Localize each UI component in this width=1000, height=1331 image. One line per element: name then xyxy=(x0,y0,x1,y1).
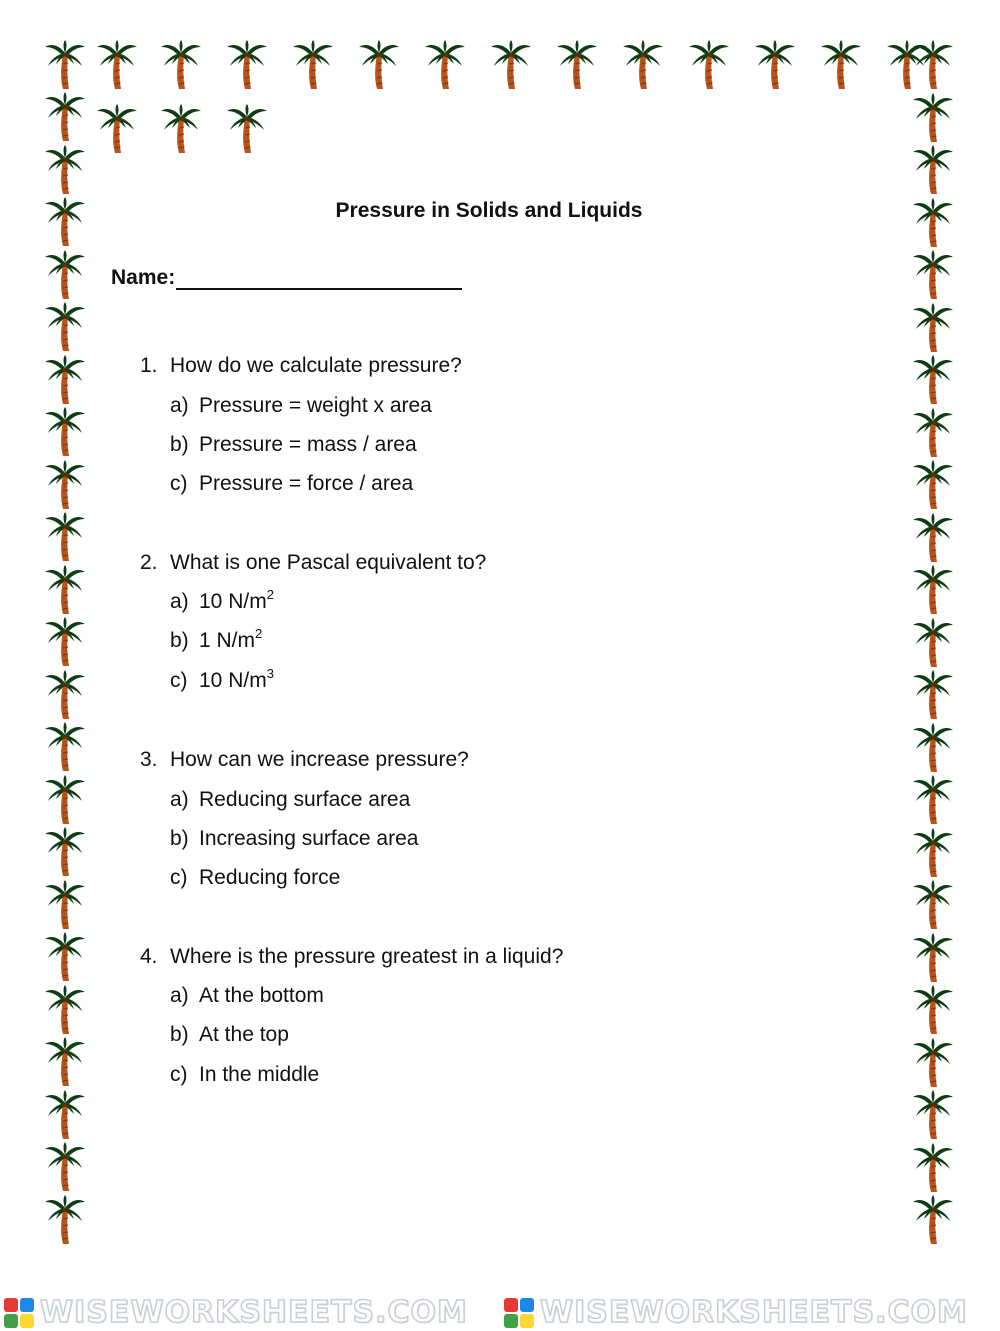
palm-tree-icon xyxy=(44,1195,86,1245)
footer-segment xyxy=(500,1294,1000,1331)
question-number: 4. xyxy=(140,945,158,968)
question-2 xyxy=(140,550,486,576)
palm-tree-icon xyxy=(44,985,86,1035)
question-text: How can we increase pressure? xyxy=(170,748,469,771)
palm-tree-icon xyxy=(912,40,954,90)
palm-tree-icon xyxy=(44,617,86,667)
option-letter: b) xyxy=(170,433,189,456)
question-text: How do we calculate pressure? xyxy=(170,354,462,377)
palm-tree-icon xyxy=(912,880,954,930)
worksheet-title: Pressure in Solids and Liquids xyxy=(335,199,643,222)
palm-tree-icon xyxy=(912,1038,954,1088)
logo-square xyxy=(4,1314,18,1328)
palm-tree-icon xyxy=(912,1143,954,1193)
option-letter: a) xyxy=(170,788,189,811)
palm-tree-icon xyxy=(160,104,202,154)
palm-tree-icon xyxy=(912,145,954,195)
option-letter: a) xyxy=(170,394,189,417)
logo-square xyxy=(4,1298,18,1312)
option-text: Pressure = mass / area xyxy=(199,433,417,456)
palm-tree-icon xyxy=(44,1142,86,1192)
palm-tree-icon xyxy=(44,1037,86,1087)
brand-text: WISEWORKSHEETS.COM xyxy=(540,1295,968,1330)
question-2-option-c[interactable] xyxy=(170,668,274,694)
palm-tree-icon xyxy=(912,355,954,405)
question-4 xyxy=(140,944,563,970)
logo-square xyxy=(20,1314,34,1328)
palm-tree-icon xyxy=(912,1195,954,1245)
brand-text: WISEWORKSHEETS.COM xyxy=(40,1295,468,1330)
option-letter: c) xyxy=(170,866,188,889)
question-3-option-a[interactable] xyxy=(170,787,410,813)
palm-tree-icon xyxy=(44,880,86,930)
question-1-option-c[interactable] xyxy=(170,471,413,497)
option-superscript: 2 xyxy=(266,587,274,602)
option-text: 10 N/m xyxy=(199,669,267,692)
logo-square xyxy=(504,1298,518,1312)
palm-tree-icon xyxy=(912,565,954,615)
palm-tree-icon xyxy=(912,723,954,773)
option-text: 1 N/m xyxy=(199,629,256,652)
palm-tree-icon xyxy=(44,1090,86,1140)
question-number: 2. xyxy=(140,551,158,574)
name-blank-line[interactable] xyxy=(176,266,462,290)
question-text: What is one Pascal equivalent to? xyxy=(170,551,487,574)
palm-tree-icon xyxy=(912,93,954,143)
option-text: Reducing force xyxy=(199,866,341,889)
option-text: 10 N/m xyxy=(199,590,267,613)
question-2-option-b[interactable] xyxy=(170,628,262,654)
logo-square xyxy=(20,1298,34,1312)
palm-tree-icon xyxy=(688,40,730,90)
question-4-option-c[interactable] xyxy=(170,1062,319,1088)
palm-tree-icon xyxy=(44,670,86,720)
option-superscript: 2 xyxy=(255,626,263,641)
palm-tree-icon xyxy=(912,250,954,300)
palm-tree-icon xyxy=(754,40,796,90)
option-text: Pressure = weight x area xyxy=(199,394,432,417)
palm-tree-icon xyxy=(44,40,86,90)
palm-tree-icon xyxy=(424,40,466,90)
option-superscript: 3 xyxy=(266,666,274,681)
palm-tree-icon xyxy=(44,302,86,352)
palm-tree-icon xyxy=(226,104,268,154)
question-4-option-b[interactable] xyxy=(170,1022,289,1048)
question-1 xyxy=(140,353,462,379)
question-3 xyxy=(140,747,469,773)
palm-tree-icon xyxy=(912,933,954,983)
palm-tree-icon xyxy=(44,512,86,562)
palm-tree-icon xyxy=(160,40,202,90)
option-text: At the top xyxy=(199,1023,289,1046)
question-number: 1. xyxy=(140,354,158,377)
question-3-option-c[interactable] xyxy=(170,865,340,891)
name-label: Name: xyxy=(111,266,176,289)
palm-tree-icon xyxy=(358,40,400,90)
question-4-option-a[interactable] xyxy=(170,983,324,1009)
footer-segment xyxy=(0,1294,500,1331)
footer-watermark xyxy=(0,1294,1000,1331)
question-1-option-b[interactable] xyxy=(170,432,417,458)
option-letter: b) xyxy=(170,827,189,850)
palm-tree-icon xyxy=(44,145,86,195)
palm-tree-icon xyxy=(912,303,954,353)
palm-tree-icon xyxy=(912,828,954,878)
palm-tree-icon xyxy=(44,565,86,615)
option-letter: c) xyxy=(170,669,188,692)
palm-tree-icon xyxy=(44,355,86,405)
palm-tree-icon xyxy=(96,104,138,154)
palm-tree-icon xyxy=(912,460,954,510)
palm-tree-icon xyxy=(96,40,138,90)
logo-square xyxy=(504,1314,518,1328)
question-text: Where is the pressure greatest in a liquid? xyxy=(170,945,564,968)
palm-tree-icon xyxy=(44,775,86,825)
option-letter: c) xyxy=(170,472,188,495)
palm-tree-icon xyxy=(44,827,86,877)
palm-tree-icon xyxy=(292,40,334,90)
palm-tree-icon xyxy=(912,618,954,668)
brand-logo-icon xyxy=(504,1298,534,1328)
question-1-option-a[interactable] xyxy=(170,393,432,419)
option-letter: a) xyxy=(170,984,189,1007)
logo-square xyxy=(520,1314,534,1328)
option-text: Increasing surface area xyxy=(199,827,419,850)
logo-square xyxy=(520,1298,534,1312)
name-field-row xyxy=(111,266,462,290)
brand-logo-icon xyxy=(4,1298,34,1328)
option-text: At the bottom xyxy=(199,984,324,1007)
question-number: 3. xyxy=(140,748,158,771)
option-text: Pressure = force / area xyxy=(199,472,414,495)
palm-tree-icon xyxy=(44,250,86,300)
option-letter: b) xyxy=(170,1023,189,1046)
palm-tree-icon xyxy=(44,932,86,982)
palm-tree-icon xyxy=(912,985,954,1035)
palm-tree-icon xyxy=(912,1090,954,1140)
palm-tree-icon xyxy=(44,722,86,772)
option-letter: c) xyxy=(170,1063,188,1086)
option-letter: a) xyxy=(170,590,189,613)
palm-tree-icon xyxy=(226,40,268,90)
palm-tree-icon xyxy=(912,775,954,825)
palm-tree-icon xyxy=(622,40,664,90)
palm-tree-icon xyxy=(44,407,86,457)
palm-tree-icon xyxy=(556,40,598,90)
option-text: In the middle xyxy=(199,1063,320,1086)
option-text: Reducing surface area xyxy=(199,788,411,811)
palm-tree-icon xyxy=(44,92,86,142)
palm-tree-icon xyxy=(820,40,862,90)
option-letter: b) xyxy=(170,629,189,652)
question-3-option-b[interactable] xyxy=(170,826,418,852)
question-2-option-a[interactable] xyxy=(170,589,274,615)
palm-tree-icon xyxy=(912,408,954,458)
palm-tree-icon xyxy=(912,513,954,563)
palm-tree-icon xyxy=(912,670,954,720)
palm-tree-icon xyxy=(44,460,86,510)
palm-tree-icon xyxy=(490,40,532,90)
